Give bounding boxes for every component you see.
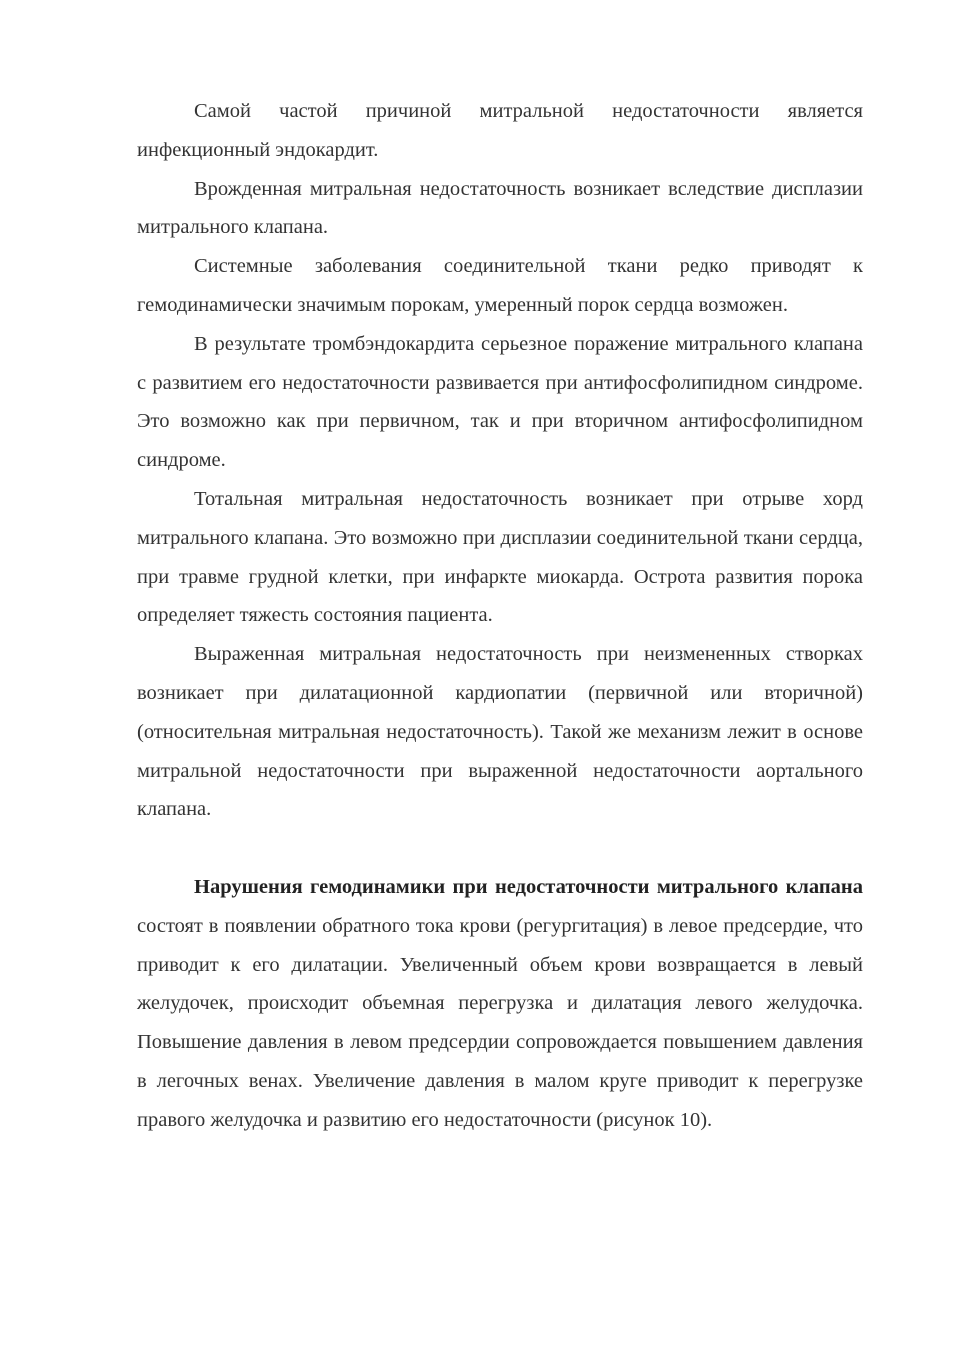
document-body xyxy=(137,92,863,1140)
paragraph-connective-tissue-diseases: Системные заболевания соединительной ткани редко приводят к гемодинамически значимым порокам, умеренный порок сердца возможен. xyxy=(137,255,863,316)
paragraph-spacer xyxy=(137,829,863,868)
paragraph-antiphospholipid-syndrome: В результате тромбэндокардита серьезное поражение митрального клапана с развитием его недостаточности развивается при антифосфолипидном синдроме. Это возможно как при первичном, так и при вторичном антифосфолипидном синдроме. xyxy=(137,332,863,472)
hemodynamics-heading: Нарушения гемодинамики при недостаточности митрального клапана xyxy=(194,875,863,898)
paragraph-infective-endocarditis: Самой частой причиной митральной недостаточности является инфекционный эндокардит. xyxy=(137,100,863,161)
paragraph-hemodynamics xyxy=(137,868,863,1140)
paragraph-chordae-rupture: Тотальная митральная недостаточность возникает при отрыве хорд митрального клапана. Это возможно при дисплазии соединительной ткани сердца, при травме грудной клетки, при инфаркте миокарда. Острота развития порока определяет тяжесть состояния пациента. xyxy=(137,487,863,627)
paragraph-relative-insufficiency: Выраженная митральная недостаточность при неизмененных створках возникает при дилатационной кардиопатии (первичной или вторичной) (относительная митральная недостаточность). Такой же механизм лежит в основе митральной недостаточности при выраженной недостаточности аортального клапана. xyxy=(137,643,863,821)
hemodynamics-text: состоят в появлении обратного тока крови (регургитация) в левое предсердие, что приводит к его дилатации. Увеличенный объем крови возвращается в левый желудочек, происходит объемная перегрузка и дилатация левого желудочка. Повышение давления в левом предсердии сопровождается повышением давления в легочных венах. Увеличение давления в малом круге приводит к перегрузке правого желудочка и развитию его недостаточности (рисунок 10). xyxy=(137,914,863,1131)
paragraph-congenital-insufficiency: Врожденная митральная недостаточность возникает вследствие дисплазии митрального клапана. xyxy=(137,177,863,239)
